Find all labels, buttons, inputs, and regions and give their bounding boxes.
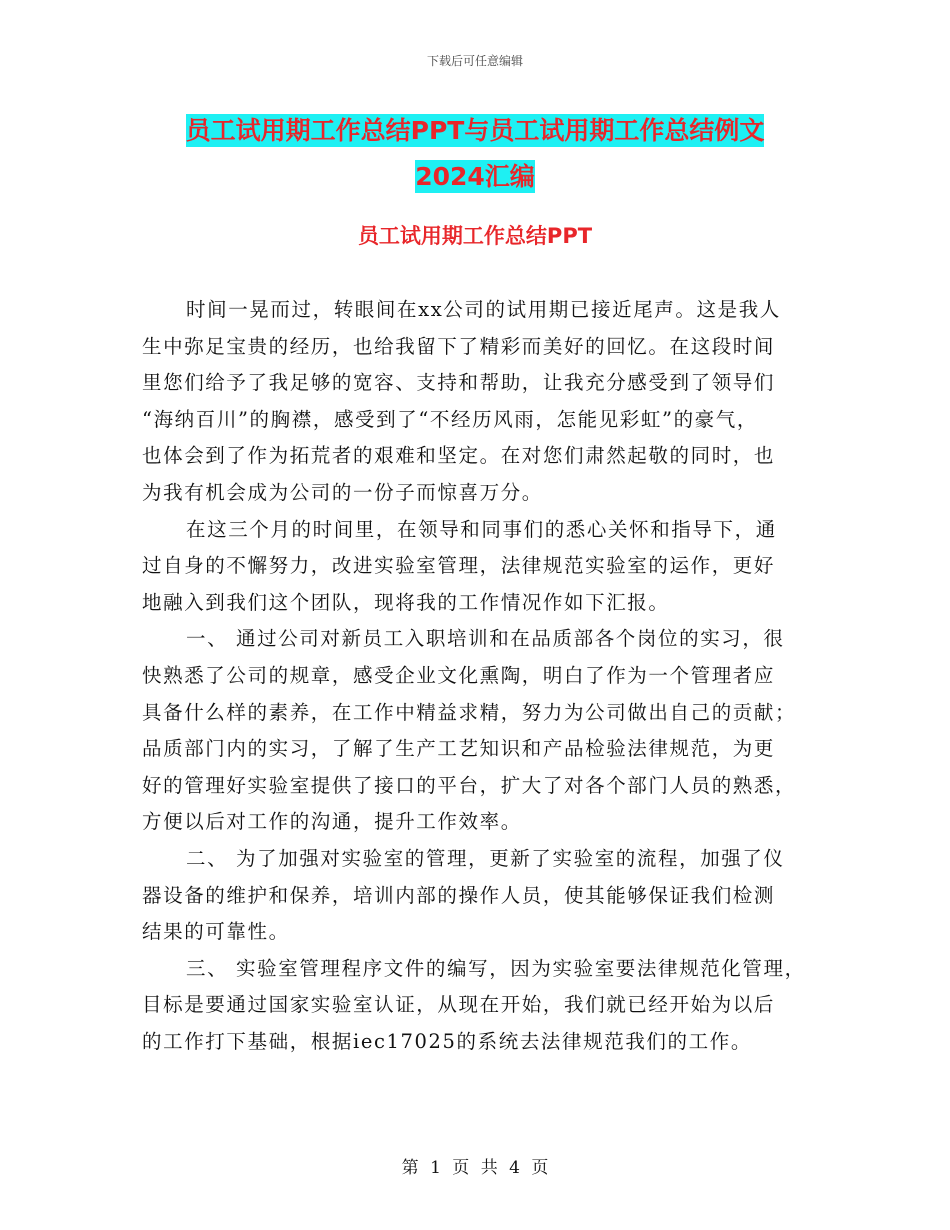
body-line: 时间一晃而过，转眼间在xx公司的试用期已接近尾声。这是我人: [186, 298, 781, 321]
body-line: 快熟悉了公司的规章，感受企业文化熏陶，明白了作为一个管理者应: [142, 663, 776, 687]
body-line: 好的管理好实验室提供了接口的平台，扩大了对各个部门人员的熟悉，: [142, 773, 797, 797]
body-line: 为我有机会成为公司的一份子而惊喜万分。: [142, 480, 543, 504]
body-line: 目标是要通过国家实验室认证，从现在开始，我们就已经开始为以后: [142, 993, 776, 1017]
body-line: 在这三个月的时间里，在领导和同事们的悉心关怀和指导下，通: [186, 517, 777, 541]
page-footer: 第 1 页 共 4 页: [401, 1158, 549, 1178]
body-line: 也体会到了作为拓荒者的艰难和坚定。在对您们肃然起敬的同时，也: [142, 444, 776, 468]
body-line: 地融入到我们这个团队，现将我的工作情况作如下汇报。: [142, 590, 670, 614]
body-line: 三、 实验室管理程序文件的编写，因为实验室要法律规范化管理，: [186, 956, 806, 980]
body-line: 里您们给予了我足够的宽容、支持和帮助，让我充分感受到了领导们: [142, 371, 776, 395]
body-line: 结果的可靠性。: [142, 920, 290, 944]
body-line: 二、 为了加强对实验室的管理，更新了实验室的流程，加强了仪: [186, 846, 785, 870]
header-note: 下载后可任意编辑: [426, 54, 523, 68]
document-title: [140, 108, 810, 200]
body-line: 过自身的不懈努力，改进实验室管理，法律规范实验室的运作，更好: [142, 554, 776, 578]
body-line: 品质部门内的实习，了解了生产工艺知识和产品检验法律规范，为更: [142, 737, 776, 761]
body-line: 具备什么样的素养，在工作中精益求精，努力为公司做出自己的贡献；: [142, 700, 797, 724]
title-line-1: 员工试用期工作总结PPT与员工试用期工作总结例文: [185, 116, 765, 145]
section-title: 员工试用期工作总结PPT: [357, 224, 593, 248]
title-line-2: 2024汇编: [415, 162, 535, 191]
body-line: 器设备的维护和保养，培训内部的操作人员，使其能够保证我们检测: [142, 883, 776, 907]
body-line: “海纳百川”的胸襟，感受到了“不经历风雨，怎能见彩虹”的豪气，: [142, 407, 758, 431]
body-line: 的工作打下基础，根据iec17025的系统去法律规范我们的工作。: [142, 1029, 752, 1053]
document-body: [142, 292, 822, 1060]
body-line: 方便以后对工作的沟通，提升工作效率。: [142, 810, 522, 834]
body-line: 一、 通过公司对新员工入职培训和在品质部各个岗位的实习，很: [186, 627, 785, 651]
body-line: 生中弥足宝贵的经历，也给我留下了精彩而美好的回忆。在这段时间: [142, 334, 776, 358]
